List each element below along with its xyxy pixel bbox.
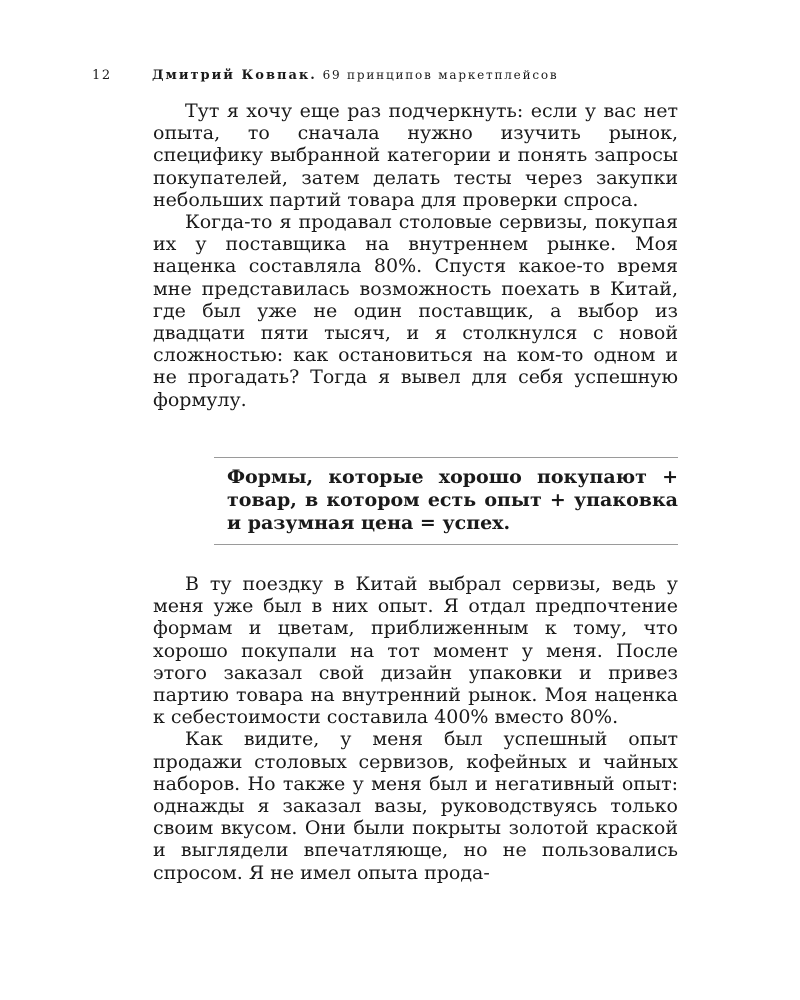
page-number: 12	[92, 68, 112, 83]
formula-callout-text: Формы, которые хорошо покупают + товар, в котором есть опыт + упаковка и разумная цена = успех.	[227, 466, 678, 534]
paragraph: Как видите, у меня был успешный опыт продажи столовых сервизов, кофейных и чайных наборов. Но также у меня был и негативный опыт: однажды я заказал вазы, руководствуясь только своим вкусом. Они были покрыты золотой краской и выглядели впечатляюще, но не пользовались спросом. Я не имел опыта прода-	[153, 728, 678, 884]
formula-callout-box	[214, 457, 678, 545]
book-title: 69 принципов маркетплейсов	[322, 68, 559, 82]
text-block-top	[153, 100, 678, 411]
paragraph: Тут я хочу еще раз подчеркнуть: если у вас нет опыта, то сначала нужно изучить рынок, специфику выбранной категории и понять запросы покупателей, затем делать тесты через закупки небольших партий товара для проверки спроса.	[153, 100, 678, 211]
running-header	[92, 68, 692, 88]
paragraph: Когда-то я продавал столовые сервизы, покупая их у поставщика на внутреннем рынке. Моя наценка составляла 80%. Спустя какое-то время мне представилась возможность поехать в Китай, где был уже не один поставщик, а выбор из двадцати пяти тысяч, и я столкнулся с новой сложностью: как остановиться на ком-то одном и не прогадать? Тогда я вывел для себя успешную формулу.	[153, 211, 678, 411]
text-block-bottom	[153, 573, 678, 884]
author-name: Дмитрий Ковпак.	[152, 68, 317, 83]
paragraph: В ту поездку в Китай выбрал сервизы, ведь у меня уже был в них опыт. Я отдал предпочтение формам и цветам, приближенным к тому, что хорошо покупали на тот момент у меня. После этого заказал свой дизайн упаковки и привез партию товара на внутренний рынок. Моя наценка к себестоимости составила 400% вместо 80%.	[153, 573, 678, 729]
